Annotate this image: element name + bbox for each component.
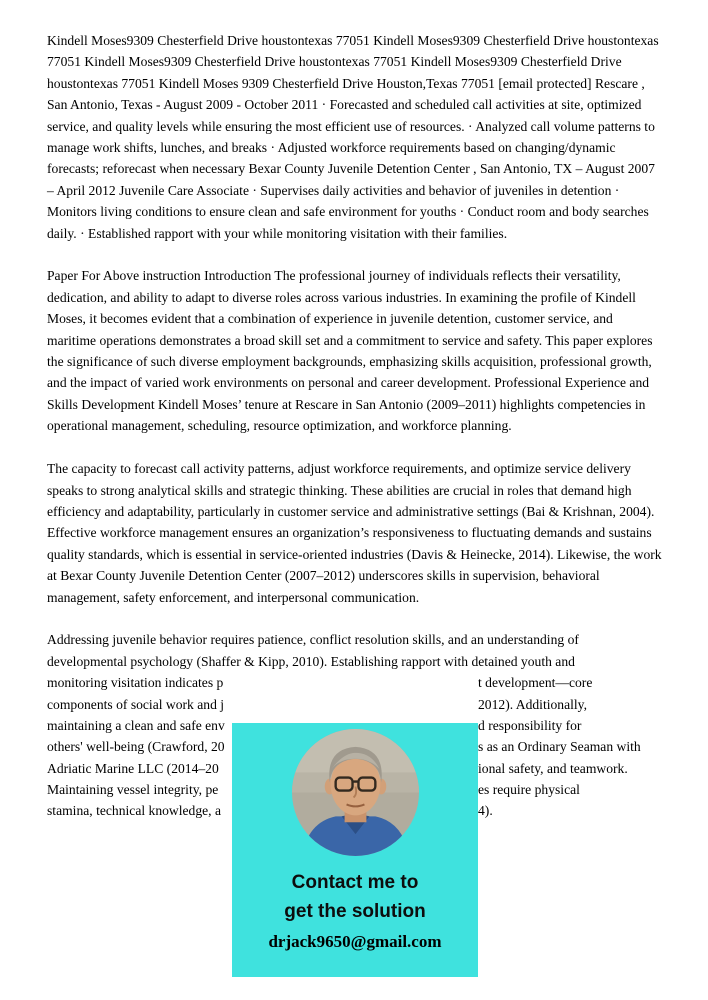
text-line <box>47 694 665 715</box>
paragraph-introduction: Paper For Above instruction Introduction The professional journey of individuals reflects their versatility, dedication, and ability to adapt to diverse roles across various industries. In examining the profile of Kindell Moses, it becomes evident that a combination of experience in juvenile detention, customer service, and maritime operations demonstrates a broad skill set and a commitment to service and safety. This paper explores the significance of such diverse employment backgrounds, emphasizing skills acquisition, professional growth, and the impact of varied work environments on personal and career development. Professional Experience and Skills Development Kindell Moses’ tenure at Rescare in San Antonio (2009–2011) highlights competencies in operational management, scheduling, resource optimization, and workforce planning. <box>47 268 653 434</box>
text-line <box>47 715 665 736</box>
text-line <box>47 736 665 757</box>
paragraph-resume: Kindell Moses9309 Chesterfield Drive houstontexas 77051 Kindell Moses9309 Chesterfield Drive houstontexas 77051 Kindell Moses9309 Chesterfield Drive houstontexas 77051 Kindell Moses9309 Chesterfield Drive houstontexas 77051 Kindell Moses 9309 Chesterfield Drive Houston,Texas 77051 [email protected] Rescare , San Antonio, Texas - August 2009 - October 2011 · Forecasted and scheduled call activities at site, optimized service, and quality levels while ensuring the most efficient use of resources. · Analyzed call volume patterns to manage work shifts, lunches, and breaks · Adjusted workforce requirements based on changing/dynamic forecasts; reforecast when necessary Bexar County Juvenile Detention Center , San Antonio, TX – August 2007 – April 2012 Juvenile Care Associate · Supervises daily activities and behavior of juveniles in detention · Monitors living conditions to ensure clean and safe environment for youths · Conduct room and body searches daily. · Established rapport with your while monitoring visitation with their families. <box>47 33 659 241</box>
paragraph-juvenile-behavior <box>47 629 665 822</box>
text-fragment: s as an Ordinary Seaman with <box>478 739 641 755</box>
text-fragment: developmental psychology (Shaffer & Kipp, 2010). Establishing rapport with detained youth and <box>47 653 575 669</box>
contact-heading-line2: get the solution <box>284 901 426 922</box>
text-fragment: others' well-being (Crawford, 20 <box>47 739 225 755</box>
text-fragment: es require physical <box>478 782 580 798</box>
text-fragment: components of social work and j <box>47 696 225 712</box>
text-fragment: 4). <box>478 803 493 819</box>
document-text <box>47 30 665 822</box>
text-fragment: maintaining a clean and safe env <box>47 717 225 733</box>
text-fragment: Addressing juvenile behavior requires patience, conflict resolution skills, and an understanding of <box>47 632 579 648</box>
contact-email: drjack9650@gmail.com <box>268 932 442 951</box>
text-fragment: d responsibility for <box>478 717 582 733</box>
text-fragment: monitoring visitation indicates p <box>47 675 224 691</box>
text-line <box>47 758 665 779</box>
text-fragment: stamina, technical knowledge, a <box>47 803 222 819</box>
text-line <box>47 672 665 693</box>
contact-heading-line1: Contact me to <box>291 872 419 893</box>
paragraph-analysis: The capacity to forecast call activity patterns, adjust workforce requirements, and optimize service delivery speaks to strong analytical skills and strategic thinking. These abilities are crucial in roles that demand high efficiency and adaptability, particularly in customer service and administrative settings (Bai & Krishnan, 2004). Effective workforce management ensures an organization’s responsiveness to fluctuating demands and sustains quality standards, which is essential in service-oriented industries (Davis & Heinecke, 2014). Likewise, the work at Bexar County Juvenile Detention Center (2007–2012) underscores skills in supervision, behavioral management, safety enforcement, and interpersonal communication. <box>47 461 662 605</box>
text-line <box>47 629 665 650</box>
text-line <box>47 651 665 672</box>
text-line <box>47 800 665 821</box>
text-line <box>47 779 665 800</box>
text-fragment: t development—core <box>478 675 593 691</box>
text-fragment: Maintaining vessel integrity, pe <box>47 782 219 798</box>
text-fragment: ional safety, and teamwork. <box>478 760 628 776</box>
text-fragment: 2012). Additionally, <box>478 696 587 712</box>
text-fragment: Adriatic Marine LLC (2014–20 <box>47 760 219 776</box>
